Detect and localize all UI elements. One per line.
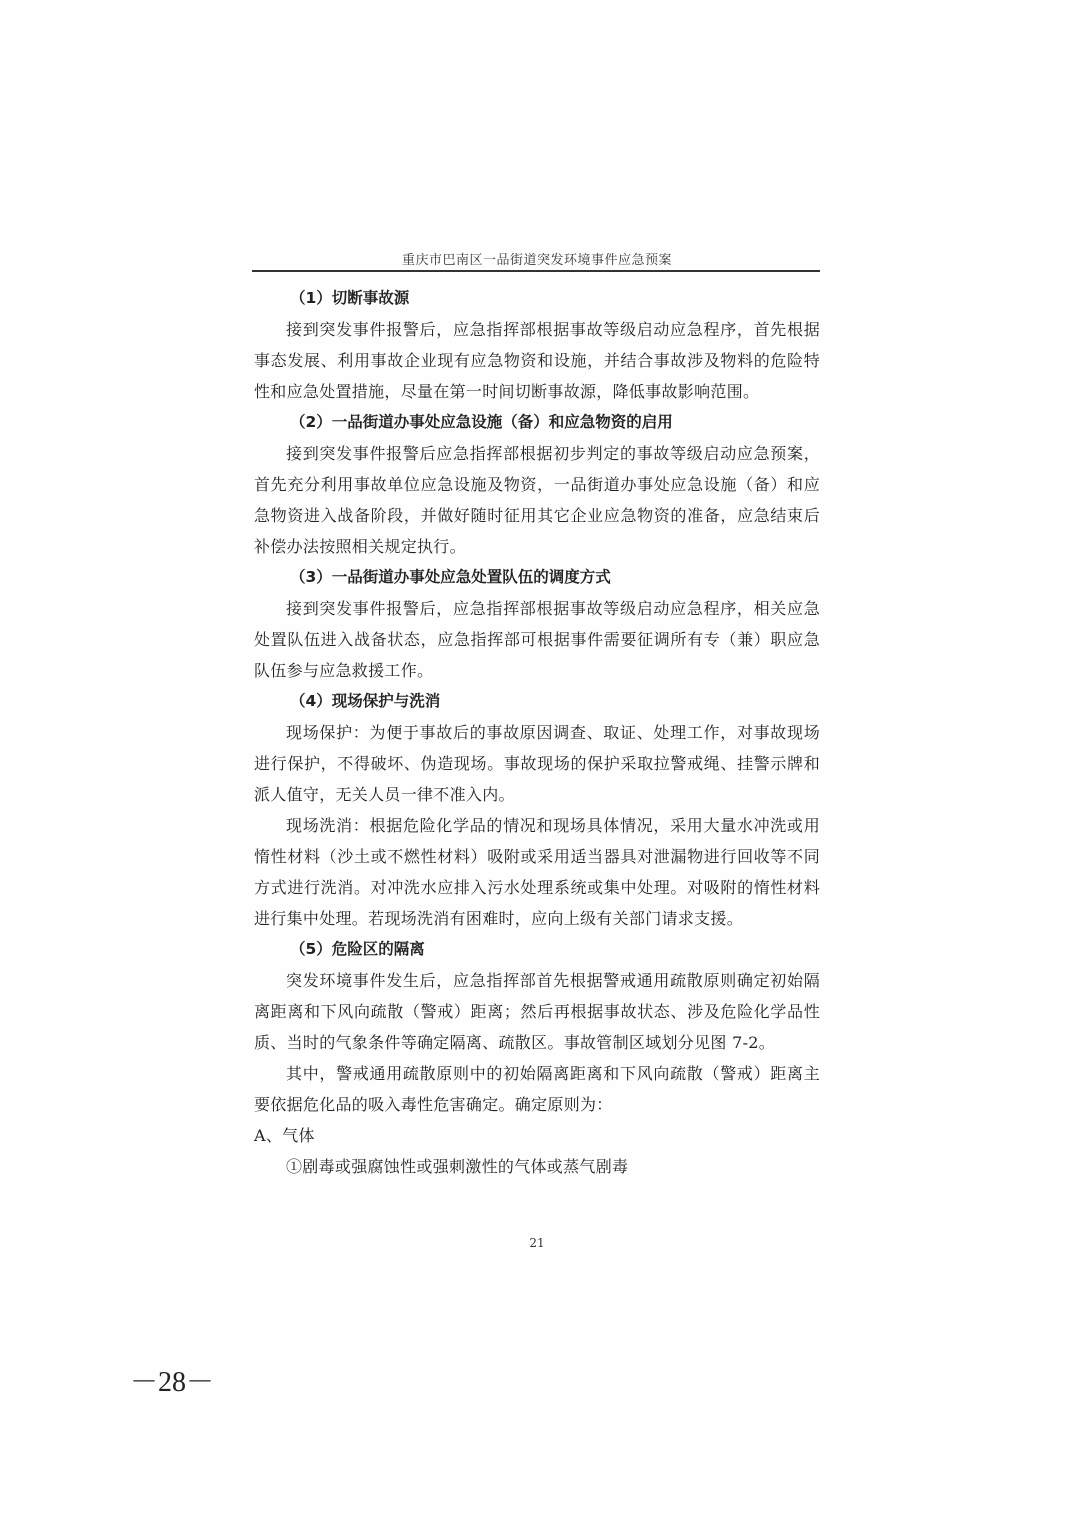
section-heading-5: （5）危险区的隔离 [290, 940, 425, 958]
section-heading-2: （2）一品街道办事处应急设施（备）和应急物资的启用 [290, 413, 673, 431]
paragraph-4-1: 现场保护：为便于事故后的事故原因调查、取证、处理工作，对事故现场进行保护，不得破坏、伪造现场。事故现场的保护采取拉警戒绳、挂警示牌和派人值守，无关人员一律不准入内。 [254, 723, 820, 804]
subsection-item: ①剧毒或强腐蚀性或强刺激性的气体或蒸气剧毒 [286, 1157, 629, 1176]
body-content [254, 283, 820, 1182]
section-heading-4: （4）现场保护与洗消 [290, 692, 441, 710]
paragraph-5-1: 突发环境事件发生后，应急指挥部首先根据警戒通用疏散原则确定初始隔离距离和下风向疏散（警戒）距离；然后再根据事故状态、涉及危险化学品性质、当时的气象条件等确定隔离、疏散区。事故管制区域划分见图 7-2。 [254, 971, 820, 1052]
footer-page-number: －28－ [130, 1367, 215, 1398]
running-header: 重庆市巴南区一品街道突发环境事件应急预案 [401, 253, 672, 268]
paragraph-3-1: 接到突发事件报警后，应急指挥部根据事故等级启动应急程序，相关应急处置队伍进入战备状态，应急指挥部可根据事件需要征调所有专（兼）职应急队伍参与应急救援工作。 [254, 599, 820, 680]
header-rule [252, 270, 820, 272]
section-heading-3: （3）一品街道办事处应急处置队伍的调度方式 [290, 568, 611, 586]
section-heading-1: （1）切断事故源 [290, 289, 410, 307]
paragraph-5-2: 其中，警戒通用疏散原则中的初始隔离距离和下风向疏散（警戒）距离主要依据危化品的吸入毒性危害确定。确定原则为： [254, 1064, 820, 1114]
paragraph-4-2: 现场洗消：根据危险化学品的情况和现场具体情况，采用大量水冲洗或用惰性材料（沙土或不燃性材料）吸附或采用适当器具对泄漏物进行回收等不同方式进行洗消。对冲洗水应排入污水处理系统或集中处理。对吸附的惰性材料进行集中处理。若现场洗消有困难时，应向上级有关部门请求支援。 [254, 816, 820, 928]
subsection-label: A、气体 [254, 1126, 315, 1145]
paragraph-2-1: 接到突发事件报警后应急指挥部根据初步判定的事故等级启动应急预案，首先充分利用事故单位应急设施及物资，一品街道办事处应急设施（备）和应急物资进入战备阶段，并做好随时征用其它企业应急物资的准备，应急结束后补偿办法按照相关规定执行。 [254, 444, 820, 556]
paragraph-1-1: 接到突发事件报警后，应急指挥部根据事故等级启动应急程序，首先根据事态发展、利用事故企业现有应急物资和设施，并结合事故涉及物料的危险特性和应急处置措施，尽量在第一时间切断事故源，降低事故影响范围。 [254, 320, 820, 401]
page-number: 21 [529, 1236, 545, 1250]
